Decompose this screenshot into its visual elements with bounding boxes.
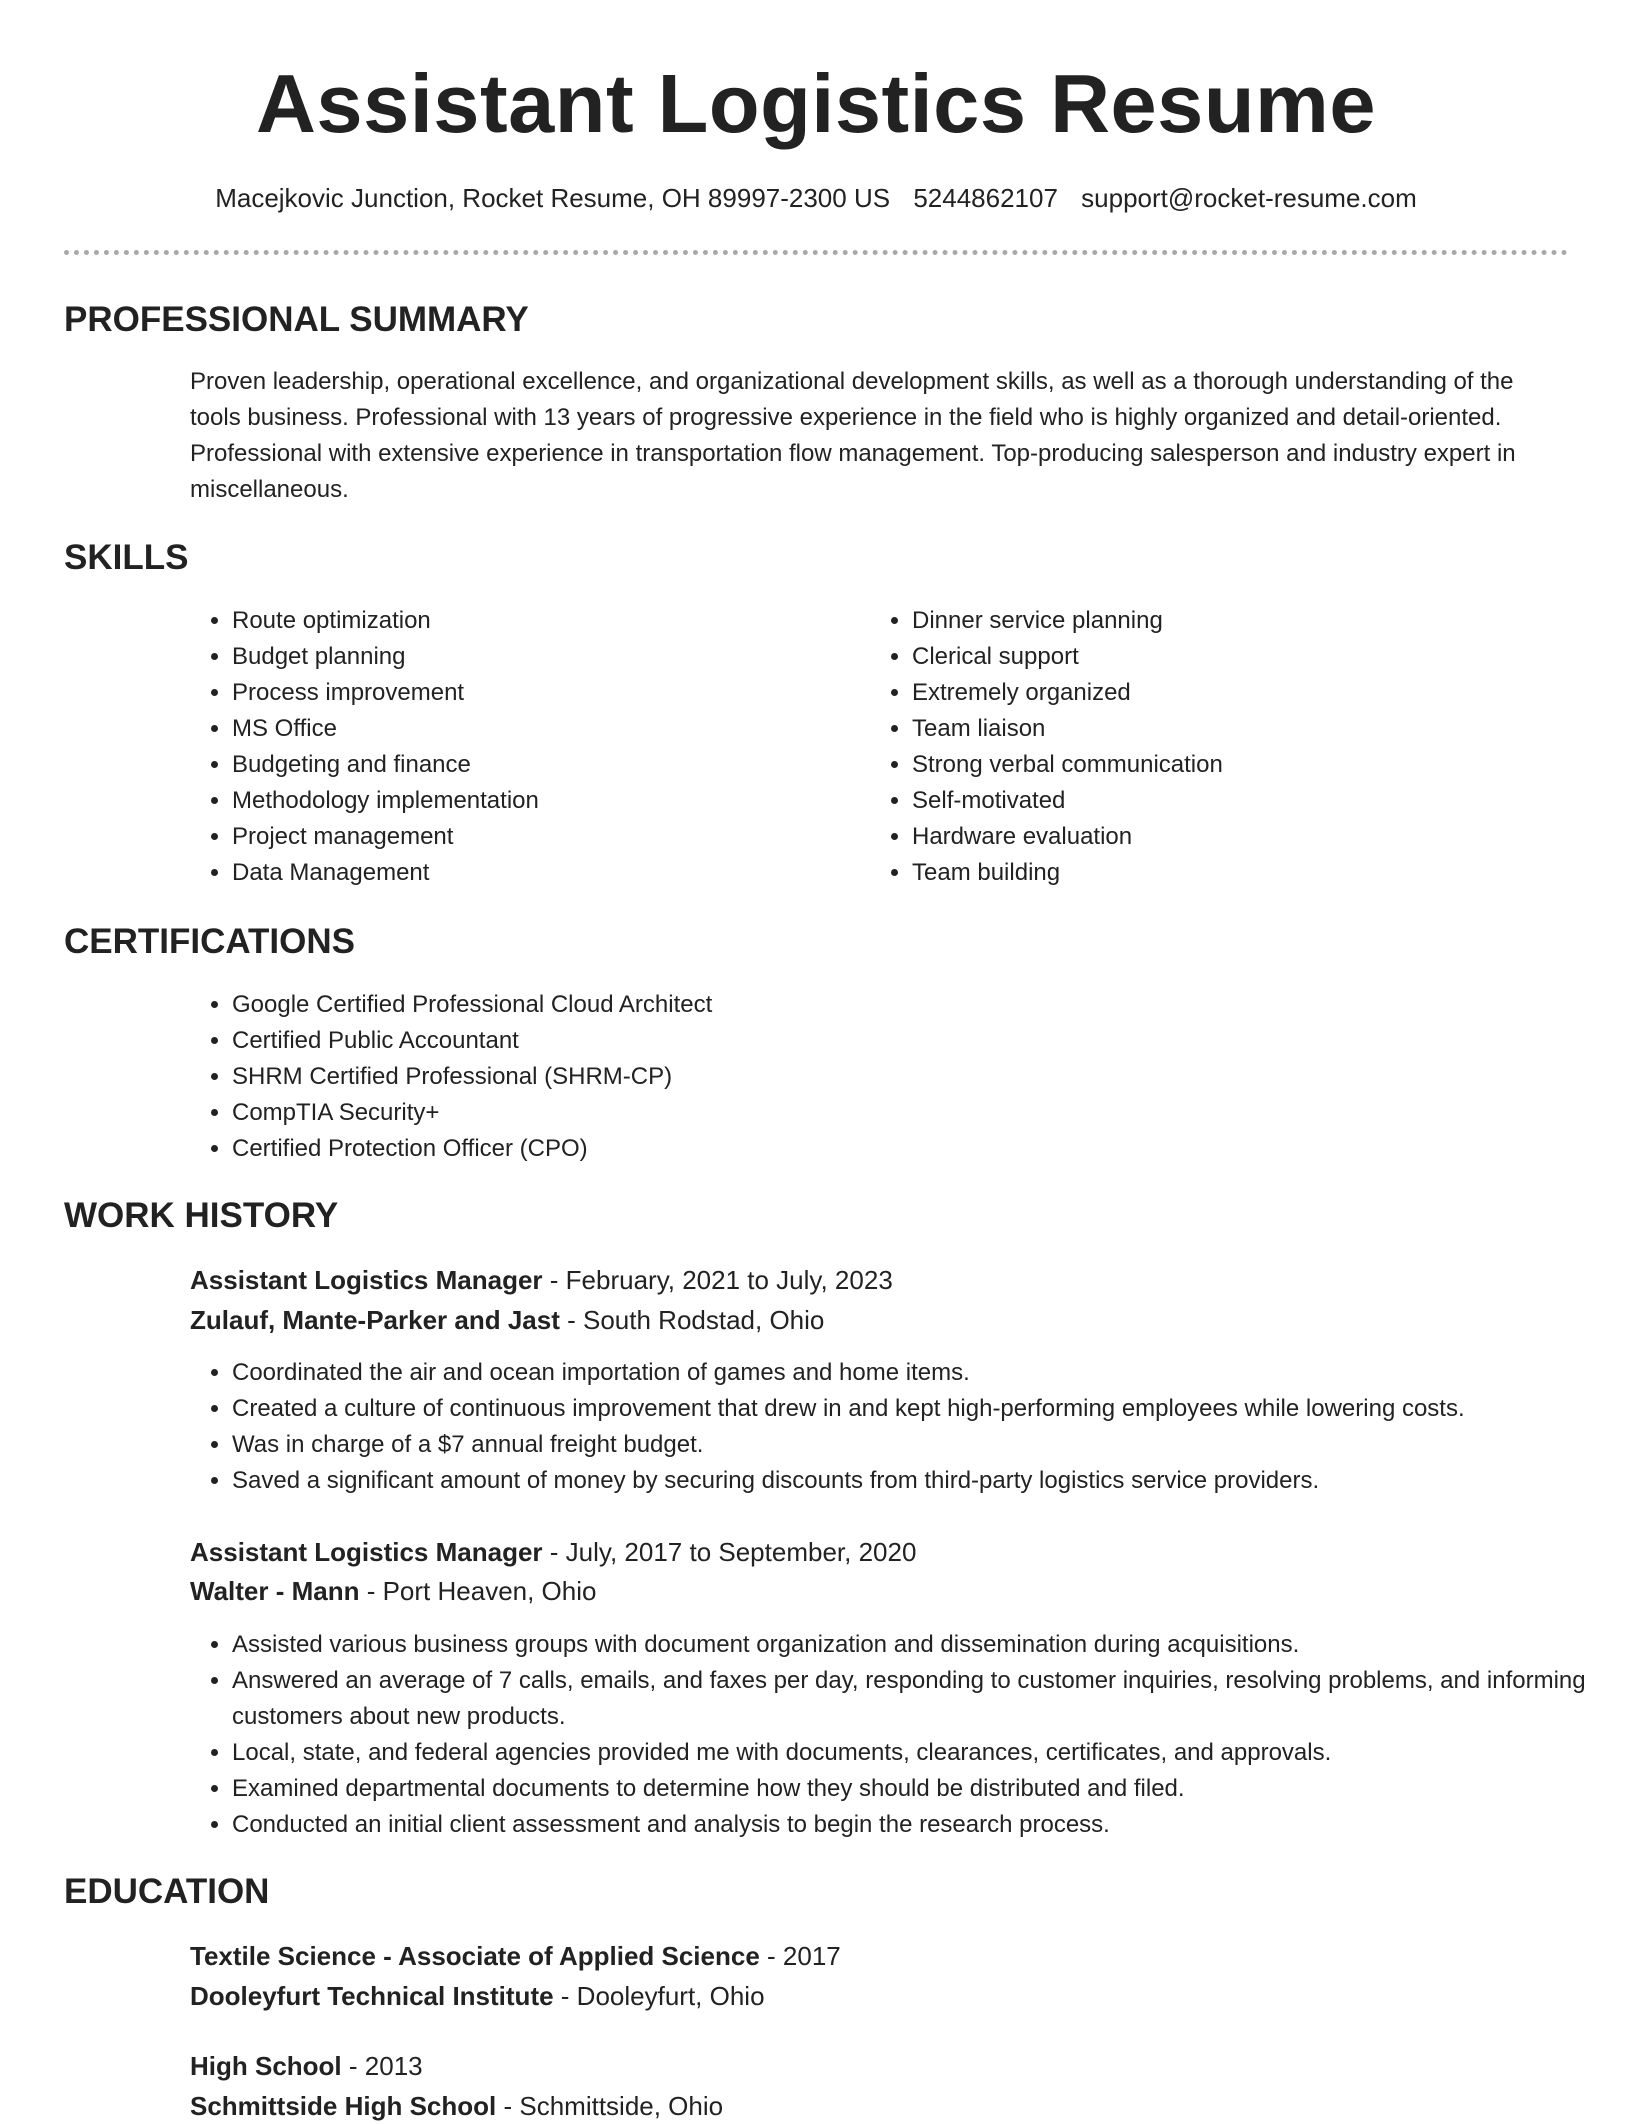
list-item: • Data Management: [232, 855, 852, 891]
job-company: Walter - Mann: [190, 1576, 360, 1606]
list-item: • Process improvement: [232, 675, 852, 711]
contact-line: [0, 180, 1632, 216]
education-location: - Schmittside, Ohio: [496, 2091, 724, 2121]
education-degree-line: [190, 1938, 841, 1974]
job-title-line: [190, 1262, 893, 1298]
job-title: Assistant Logistics Manager: [190, 1265, 543, 1295]
education-year: - 2013: [341, 2051, 423, 2081]
skills-list-left: [190, 603, 852, 891]
summary-text: Proven leadership, operational excellence, and organizational development skills, as well as a thorough understanding of the tools business. Professional with 13 years of progressive experience in the field who is highly organized and detail-oriented. Professional with extensive experience in transportation flow management. Top-producing salesperson and industry expert in miscellaneous.: [190, 368, 1516, 503]
list-item: • MS Office: [232, 711, 852, 747]
job-duties-list: [190, 1627, 1612, 1843]
job-company: Zulauf, Mante-Parker and Jast: [190, 1305, 560, 1335]
list-item: • Conducted an initial client assessment and analysis to begin the research process.: [232, 1807, 1612, 1843]
job-company-line: [190, 1302, 824, 1338]
education-degree: Textile Science - Associate of Applied Science: [190, 1941, 760, 1971]
list-item: • Created a culture of continuous improvement that drew in and kept high-performing employees while lowering costs.: [232, 1391, 1612, 1427]
job-title: Assistant Logistics Manager: [190, 1537, 543, 1567]
list-item: • Budget planning: [232, 639, 852, 675]
list-item: • Team building: [912, 855, 1552, 891]
education-location: - Dooleyfurt, Ohio: [553, 1981, 765, 2011]
resume-title: Assistant Logistics Resume: [255, 57, 1376, 150]
education-school: Dooleyfurt Technical Institute: [190, 1981, 554, 2011]
header-divider: [64, 250, 1568, 255]
job-location: - South Rodstad, Ohio: [559, 1305, 825, 1335]
education-year: - 2017: [759, 1941, 841, 1971]
list-item: • Coordinated the air and ocean importation of games and home items.: [232, 1355, 1612, 1391]
list-item: • SHRM Certified Professional (SHRM-CP): [232, 1059, 1532, 1095]
list-item: • Saved a significant amount of money by securing discounts from third-party logistics service providers.: [232, 1463, 1612, 1499]
list-item: • Was in charge of a $7 annual freight budget.: [232, 1427, 1612, 1463]
list-item: • Certified Public Accountant: [232, 1023, 1532, 1059]
education-school: Schmittside High School: [190, 2091, 497, 2121]
list-item: • Certified Protection Officer (CPO): [232, 1131, 1532, 1167]
job-title-line: [190, 1534, 916, 1570]
work-history-heading: WORK HISTORY: [64, 1196, 339, 1235]
list-item: • Dinner service planning: [912, 603, 1552, 639]
list-item: • Clerical support: [912, 639, 1552, 675]
job-company-line: [190, 1573, 596, 1609]
list-item: • Strong verbal communication: [912, 747, 1552, 783]
education-degree: High School: [190, 2051, 342, 2081]
list-item: • Project management: [232, 819, 852, 855]
skills-heading: SKILLS: [64, 538, 189, 577]
contact-email: support@rocket-resume.com: [1081, 183, 1417, 213]
list-item: • Local, state, and federal agencies provided me with documents, clearances, certificates, and approvals.: [232, 1735, 1612, 1771]
list-item: • Self-motivated: [912, 783, 1552, 819]
list-item: • Extremely organized: [912, 675, 1552, 711]
contact-address: Macejkovic Junction, Rocket Resume, OH 89997-2300 US: [215, 183, 891, 213]
education-heading: EDUCATION: [64, 1872, 270, 1911]
skills-list-right: [870, 603, 1552, 891]
list-item: • CompTIA Security+: [232, 1095, 1532, 1131]
job-location: - Port Heaven, Ohio: [359, 1576, 597, 1606]
list-item: • Methodology implementation: [232, 783, 852, 819]
list-item: • Budgeting and finance: [232, 747, 852, 783]
job-duties-list: [190, 1355, 1612, 1499]
list-item: • Answered an average of 7 calls, emails, and faxes per day, responding to customer inquiries, resolving problems, and informing customers about new products.: [232, 1663, 1612, 1735]
education-school-line: [190, 2088, 723, 2124]
list-item: • Google Certified Professional Cloud Architect: [232, 987, 1532, 1023]
contact-phone: 5244862107: [913, 183, 1058, 213]
summary-heading: PROFESSIONAL SUMMARY: [64, 300, 529, 339]
list-item: • Route optimization: [232, 603, 852, 639]
job-dates: - February, 2021 to July, 2023: [542, 1265, 893, 1295]
job-dates: - July, 2017 to September, 2020: [542, 1537, 917, 1567]
education-degree-line: [190, 2048, 423, 2084]
certifications-heading: CERTIFICATIONS: [64, 922, 356, 961]
list-item: • Assisted various business groups with document organization and dissemination during acquisitions.: [232, 1627, 1612, 1663]
education-school-line: [190, 1978, 765, 2014]
list-item: • Hardware evaluation: [912, 819, 1552, 855]
certifications-list: [190, 987, 1532, 1167]
list-item: • Examined departmental documents to determine how they should be distributed and filed.: [232, 1771, 1612, 1807]
list-item: • Team liaison: [912, 711, 1552, 747]
